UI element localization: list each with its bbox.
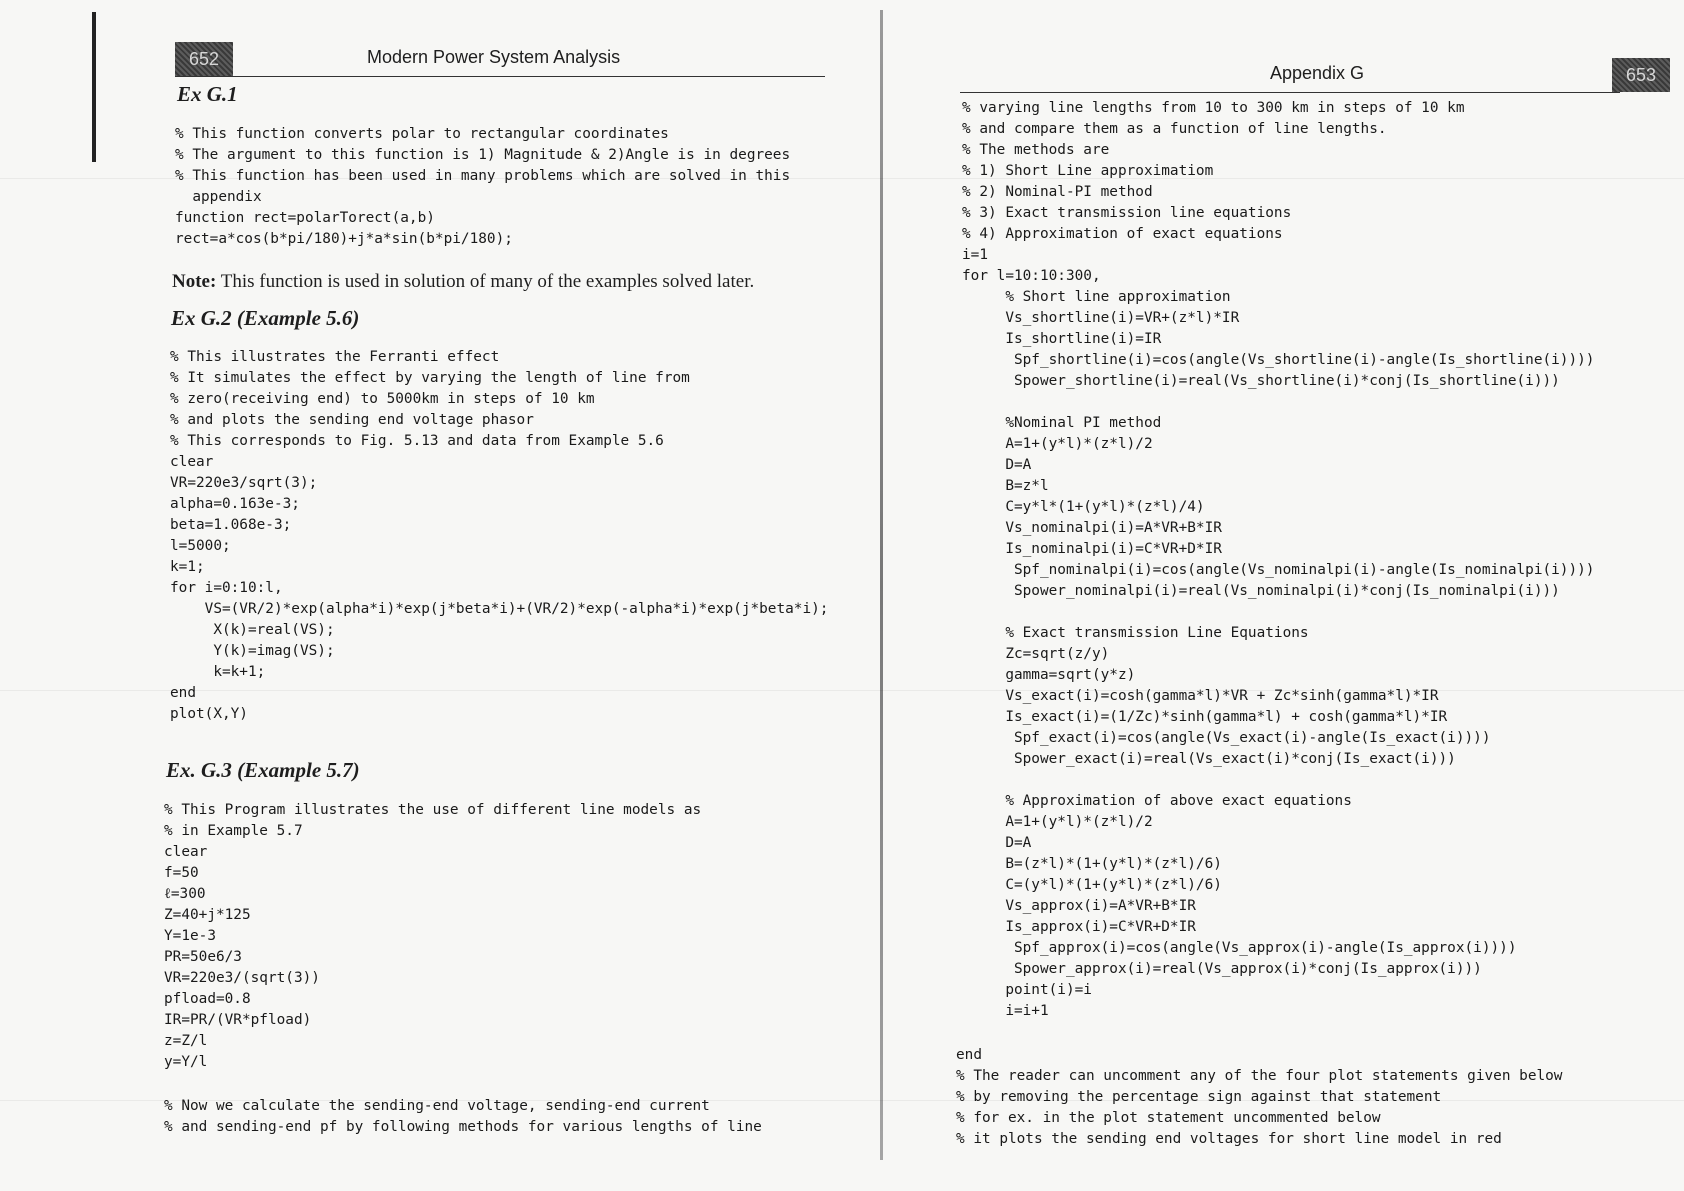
code-block-line-models: % varying line lengths from 10 to 300 km in steps of 10 km % and compare them as a function of line lengths. % The methods are % 1) Short Line approximatiom % 2) Nominal-PI method % 3) Exact transmission line equations % 4) Approximation of exact equations i=1 for l=10:10:300, % Short line approximation Vs_shortline(i)=VR+(z*l)*IR Is_shortline(i)=IR Spf_shortline(i)=cos(angle(Vs_shortline(i)-angle(Is_shortline(i)))) Spower_shortline(i)=real(Vs_shortline(i)*conj(Is_shortline(i))) %Nominal PI method A=1+(y*l)*(z*l)/2 D=A B=z*l C=y*l*(1+(y*l)*(z*l)/4) Vs_nominalpi(i)=A*VR+B*IR Is_nominalpi(i)=C*VR+D*IR Spf_nominalpi(i)=cos(angle(Vs_nominalpi(i)-angle(Is_nominalpi(i)))) Spower_nominalpi(i)=real(Vs_nominalpi(i)*conj(Is_nominalpi(i))) % Exact transmission Line Equations Zc=sqrt(z/y) gamma=sqrt(y*z) Vs_exact(i)=cosh(gamma*l)*VR + Zc*sinh(gamma*l)*IR Is_exact(i)=(1/Zc)*sinh(gamma*l) + cosh(gamma*l)*IR Spf_exact(i)=cos(angle(Vs_exact(i)-angle(Is_exact(i)))) Spower_exact(i)=real(Vs_exact(i)*conj(Is_exact(i))) % Approximation of above exact equations A=1+(y*l)*(z*l)/2 D=A B=(z*l)*(1+(y*l)*(z*l)/6) C=(y*l)*(1+(y*l)*(z*l)/6) Vs_approx(i)=A*VR+B*IR Is_approx(i)=C*VR+D*IR Spf_approx(i)=cos(angle(Vs_approx(i)-angle(Is_approx(i)))) Spower_approx(i)=real(Vs_approx(i)*conj(Is_approx(i))) point(i)=i i=i+1 <box>962 100 1595 1019</box>
note-label: Note: <box>172 271 217 292</box>
running-title: Modern Power System Analysis <box>367 47 621 67</box>
page-number: 653 <box>1612 58 1670 92</box>
page-number: 652 <box>175 42 233 76</box>
left-page-header <box>175 40 825 77</box>
code-block-plot-comments: end % The reader can uncomment any of the four plot statements given below % by removing the percentage sign against that statement % for ex. in the plot statement uncommented below % it plots the sending end voltages for short line model in red <box>956 1047 1563 1147</box>
right-page <box>890 0 1684 1191</box>
section-heading-g3: Ex. G.3 (Example 5.7) <box>166 758 360 782</box>
note-paragraph <box>172 271 754 293</box>
right-page-header <box>960 56 1657 93</box>
running-title: Appendix G <box>1270 63 1365 83</box>
section-heading-g1: Ex G.1 <box>177 82 238 106</box>
code-block-g3: % This Program illustrates the use of different line models as % in Example 5.7 clear f=50 ℓ=300 Z=40+j*125 Y=1e-3 PR=50e6/3 VR=220e3/(sqrt(3)) pfload=0.8 IR=PR/(VR*pfload) z=Z/l y=Y/l <box>164 802 702 1070</box>
note-text: This function is used in solution of many of the examples solved later. <box>220 271 755 292</box>
code-block-g2: % This illustrates the Ferranti effect % It simulates the effect by varying the length of line from % zero(receiving end) to 5000km in steps of 10 km % and plots the sending end voltage phasor % This corresponds to Fig. 5.13 and data from Example 5.6 clear VR=220e3/sqrt(3); alpha=0.163e-3; beta=1.068e-3; l=5000; k=1; for i=0:10:l, VS=(VR/2)*exp(alpha*i)*exp(j*beta*i)+(VR/2)*exp(-alpha*i)*exp(j*beta*i); X(k)=real(VS); Y(k)=imag(VS); k=k+1; end plot(X,Y) <box>170 349 829 722</box>
code-block-g3-continuation: % Now we calculate the sending-end voltage, sending-end current % and sending-end pf by following methods for various lengths of line <box>164 1098 762 1135</box>
section-heading-g2: Ex G.2 (Example 5.6) <box>171 306 360 330</box>
code-block-g1: % This function converts polar to rectangular coordinates % The argument to this function is 1) Magnitude & 2)Angle is in degrees % This function has been used in many problems which are solved in this appendix function rect=polarTorect(a,b) rect=a*cos(b*pi/180)+j*a*sin(b*pi/180); <box>175 126 791 247</box>
